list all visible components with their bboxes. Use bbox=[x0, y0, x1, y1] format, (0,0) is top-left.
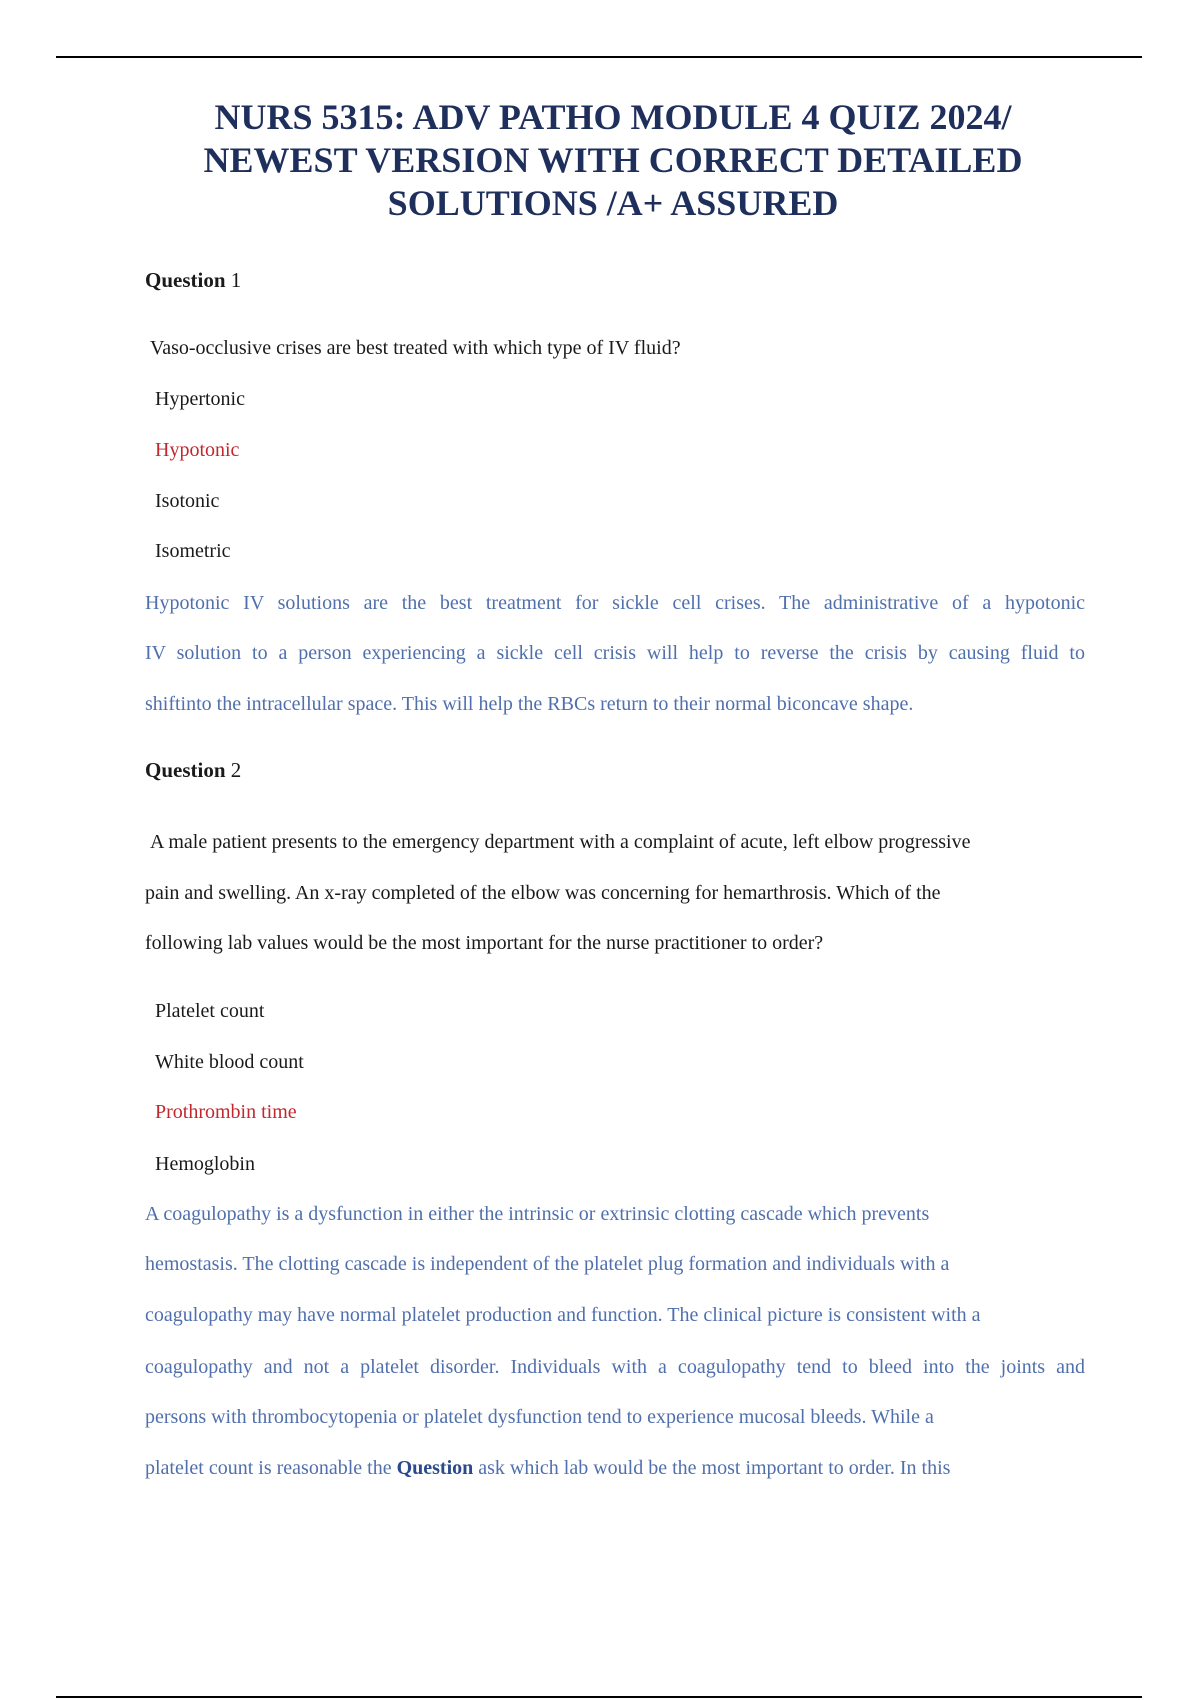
question-1-option-3: Isotonic bbox=[155, 490, 220, 512]
explanation-text-before: platelet count is reasonable the bbox=[145, 1457, 392, 1479]
question-1-option-4: Isometric bbox=[155, 540, 231, 562]
question-2-option-4: Hemoglobin bbox=[155, 1153, 255, 1175]
question-2-option-2: White blood count bbox=[155, 1051, 304, 1073]
question-2-explanation-line-5: persons with thrombocytopenia or platelet dysfunction tend to experience mucosal bleeds. While a bbox=[145, 1406, 934, 1428]
question-1-option-2-correct: Hypotonic bbox=[155, 439, 240, 461]
question-2-prompt-line-2: pain and swelling. An x-ray completed of the elbow was concerning for hemarthrosis. Which of the bbox=[145, 882, 941, 904]
question-2-explanation-line-1: A coagulopathy is a dysfunction in either the intrinsic or extrinsic clotting cascade which prevents bbox=[145, 1203, 930, 1225]
explanation-bold-question: Question bbox=[396, 1457, 474, 1479]
title-line-1: NURS 5315: ADV PATHO MODULE 4 QUIZ 2024/ bbox=[214, 97, 1012, 137]
question-2-prompt-line-3: following lab values would be the most important for the nurse practitioner to order? bbox=[145, 932, 824, 954]
question-2-explanation-line-6 bbox=[145, 1457, 1085, 1480]
question-1-explanation-line-1: Hypotonic IV solutions are the best treatment for sickle cell crises. The administrative of a hypotonic bbox=[145, 592, 1085, 614]
question-label: Question bbox=[145, 268, 226, 292]
top-rule bbox=[56, 56, 1142, 58]
title-line-3: SOLUTIONS /A+ ASSURED bbox=[387, 183, 839, 223]
question-2-option-3-correct: Prothrombin time bbox=[155, 1101, 297, 1123]
question-2-heading bbox=[145, 758, 241, 783]
explanation-text-after: ask which lab would be the most important to order. In this bbox=[478, 1457, 951, 1479]
question-1-explanation-line-3: shiftinto the intracellular space. This will help the RBCs return to their normal biconcave shape. bbox=[145, 693, 914, 715]
question-2-explanation-line-3: coagulopathy may have normal platelet production and function. The clinical picture is consistent with a bbox=[145, 1304, 981, 1326]
question-1-heading bbox=[145, 268, 241, 293]
question-number: 1 bbox=[230, 268, 242, 292]
question-1-option-1: Hypertonic bbox=[155, 388, 245, 410]
question-2-prompt-line-1: A male patient presents to the emergency department with a complaint of acute, left elbow progressive bbox=[150, 831, 971, 853]
question-2-option-1: Platelet count bbox=[155, 1000, 265, 1022]
document-title bbox=[0, 96, 1200, 225]
question-1-prompt: Vaso-occlusive crises are best treated with which type of IV fluid? bbox=[150, 337, 681, 359]
question-number: 2 bbox=[230, 758, 242, 782]
question-2-explanation-line-4: coagulopathy and not a platelet disorder. Individuals with a coagulopathy tend to bleed into the joints and bbox=[145, 1356, 1085, 1378]
question-2-explanation-line-2: hemostasis. The clotting cascade is independent of the platelet plug formation and individuals with a bbox=[145, 1253, 950, 1275]
question-label: Question bbox=[145, 758, 226, 782]
bottom-rule bbox=[56, 1696, 1142, 1698]
question-1-explanation-line-2: IV solution to a person experiencing a sickle cell crisis will help to reverse the crisis by causing fluid to bbox=[145, 642, 1085, 664]
title-line-2: NEWEST VERSION WITH CORRECT DETAILED bbox=[203, 140, 1023, 180]
